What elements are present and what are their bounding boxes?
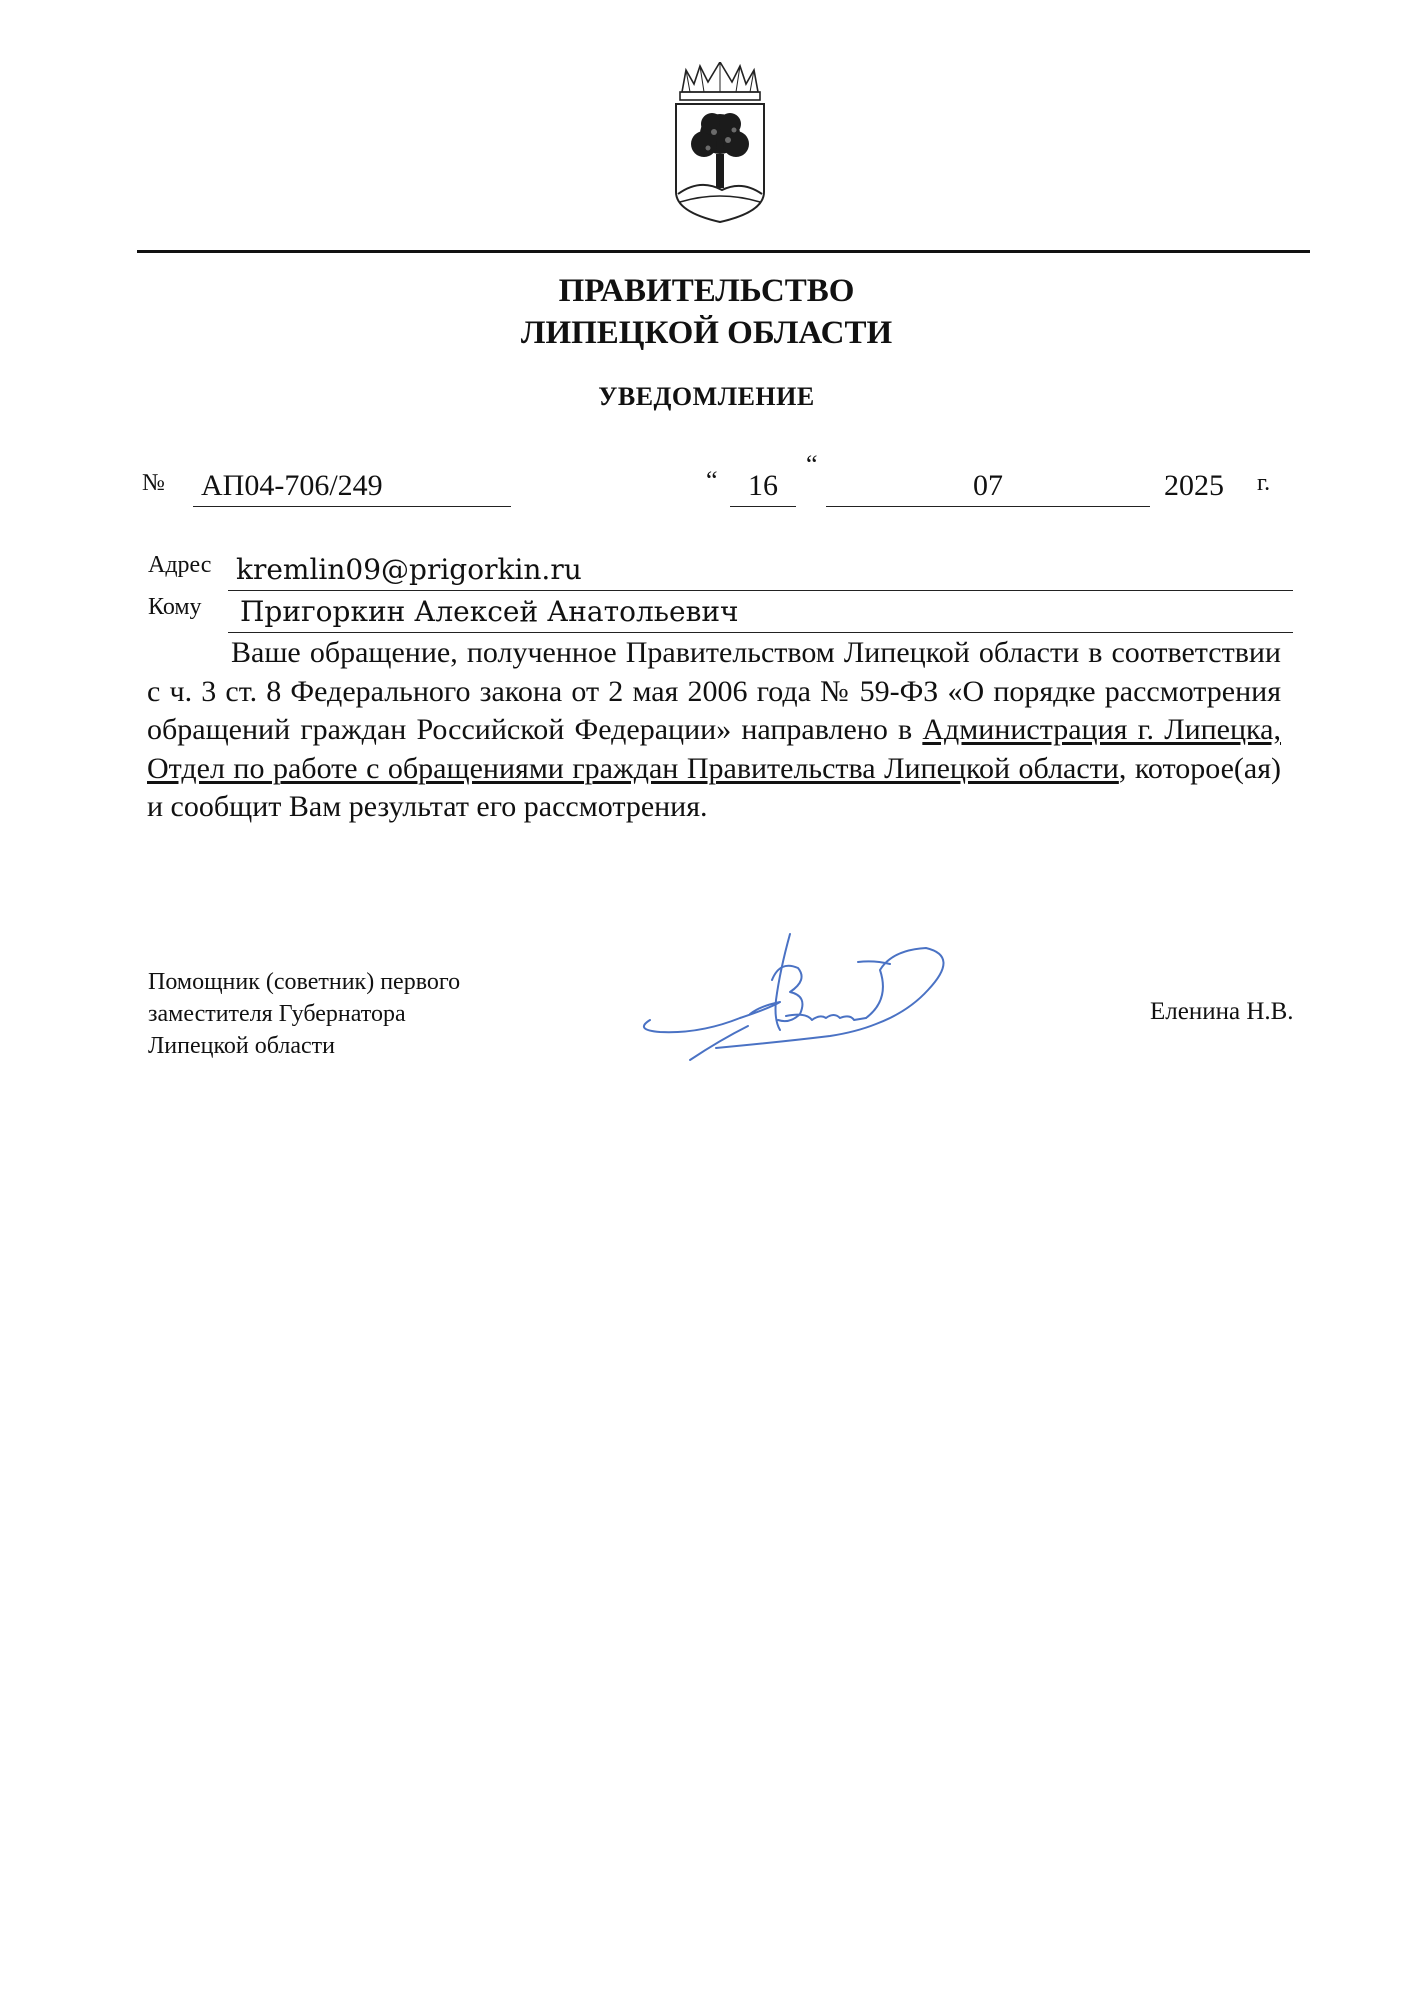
signer-position-line1: Помощник (советник) первого — [148, 969, 461, 995]
org-name-line2: ЛИПЕЦКОЙ ОБЛАСТИ — [520, 315, 893, 351]
year-suffix: г. — [1257, 470, 1271, 496]
coat-of-arms-icon — [670, 62, 770, 224]
body-text-before: Ваше обращение, полученное Правительством Липецкой области в соответствии с ч. 3 ст. 8 Федерального закона от 2 мая 2006 года № 59-ФЗ «О порядке рассмотрения обращений граждан Российской Федерации» направлено в — [147, 636, 1281, 746]
recipient-label: Кому — [148, 594, 202, 620]
date-year: 2025 — [1164, 469, 1224, 502]
signer-name: Еленина Н.В. — [1150, 998, 1294, 1025]
address-value: kremlin09@prigorkin.ru — [228, 550, 1293, 591]
document-title: УВЕДОМЛЕНИЕ — [598, 382, 815, 411]
date-month: 07 — [826, 466, 1150, 507]
header-rule — [137, 250, 1310, 253]
org-name-line1: ПРАВИТЕЛЬСТВО — [558, 273, 855, 309]
body-paragraph — [147, 634, 1281, 827]
number-sign: № — [142, 470, 165, 496]
handwritten-signature — [630, 920, 960, 1085]
body-text-after: , которое(ая) и сообщит Вам результат его рассмотрения. — [147, 751, 1281, 823]
signer-position — [148, 966, 460, 1062]
forwarded-to-organization: Администрация г. Липецка, Отдел по работе с обращениями граждан Правительства Липецкой области — [147, 713, 1281, 785]
address-label: Адрес — [148, 552, 212, 578]
registration-number: АП04-706/249 — [193, 466, 511, 507]
date-quote-close: “ — [806, 450, 818, 479]
date-day: 16 — [730, 466, 796, 507]
recipient-name: Пригоркин Алексей Анатольевич — [228, 592, 1293, 633]
date-quote-open: “ — [706, 466, 718, 495]
signer-position-line3: Липецкой области — [148, 1033, 335, 1059]
signer-position-line2: заместителя Губернатора — [148, 1001, 406, 1027]
